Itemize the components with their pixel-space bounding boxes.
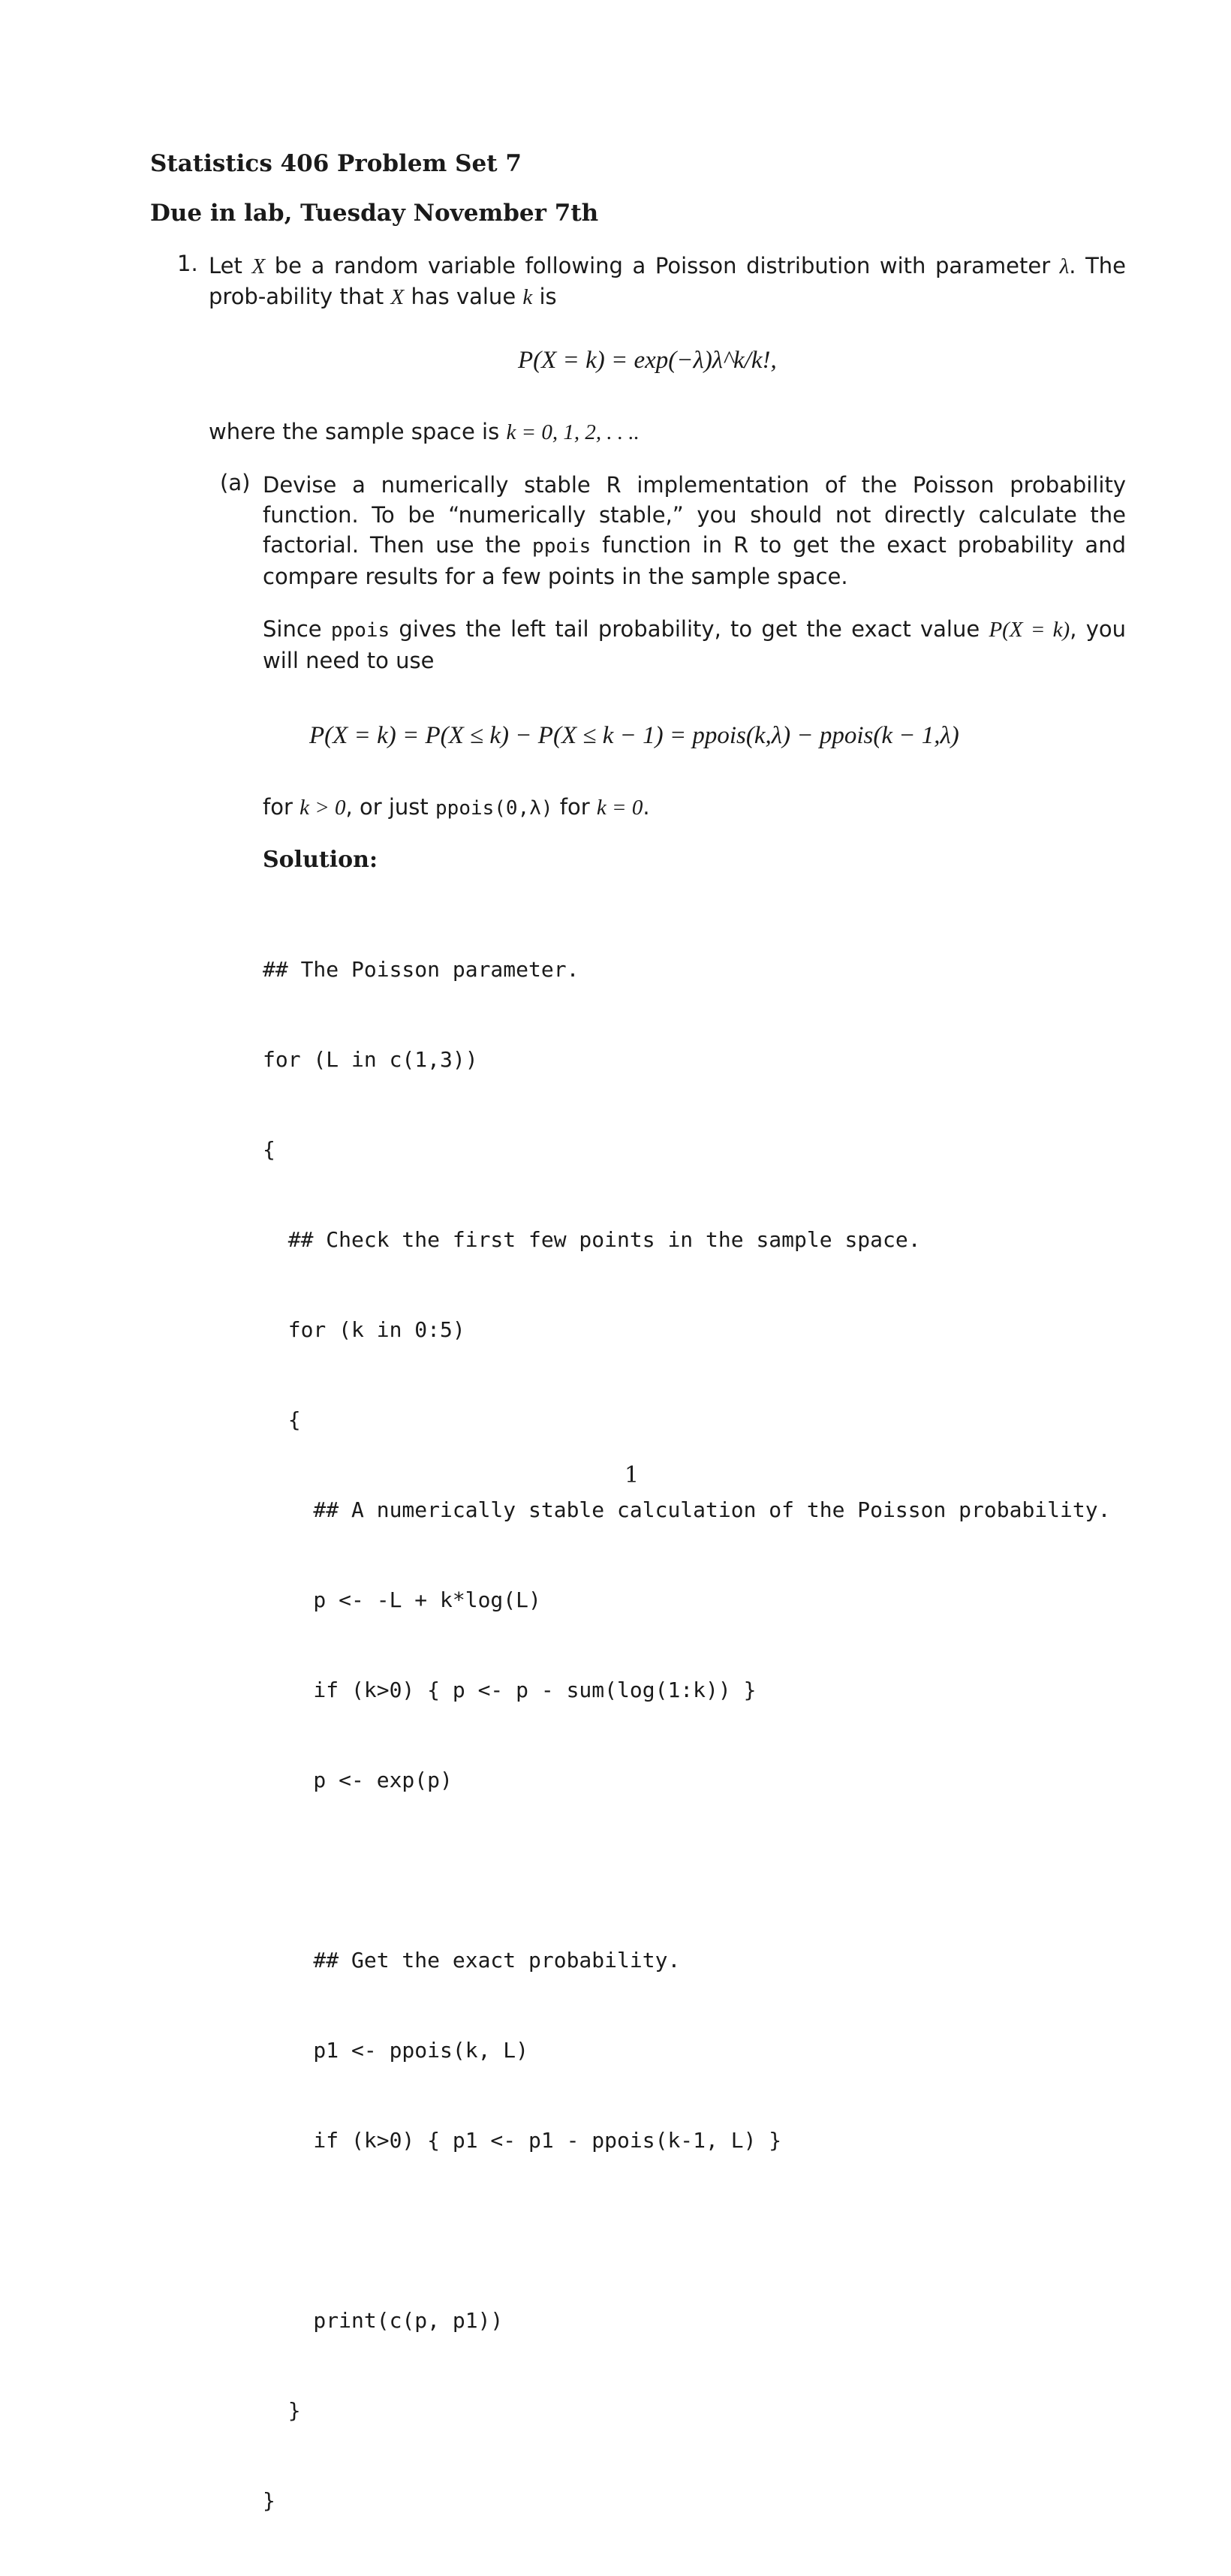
document-title: Statistics 406 Problem Set 7 (150, 150, 522, 177)
problem-1-intro: Let X be a random variable following a Poisson distribution with parameter λ. The prob-ability that X has value k is (209, 253, 1127, 309)
sample-space-sentence: where the sample space is k = 0, 1, 2, . . .. (209, 419, 640, 444)
part-a-label: (a) (220, 470, 251, 495)
code-line: if (k>0) { p <- p - sum(log(1:k)) } (263, 1678, 757, 1702)
poisson-pmf-equation: P(X = k) = exp(−λ)λ^k/k!, (518, 347, 777, 374)
code-line: { (263, 1407, 301, 1432)
code-line: } (263, 2398, 301, 2423)
code-line: { (263, 1137, 275, 1162)
exact-probability-equation: P(X = k) = P(X ≤ k) − P(X ≤ k − 1) = ppois(k,λ) − ppois(k − 1,λ) (309, 722, 959, 749)
code-line: ## A numerically stable calculation of the Poisson probability. (263, 1497, 1111, 1522)
code-line: ## Check the first few points in the sample space. (263, 1227, 921, 1252)
code-line: } (263, 2488, 275, 2513)
code-line: p <- -L + k*log(L) (263, 1587, 541, 1612)
code-line (263, 2216, 1110, 2246)
code-line: for (k in 0:5) (263, 1317, 465, 1342)
code-line: p1 <- ppois(k, L) (263, 2038, 529, 2063)
code-line: if (k>0) { p1 <- p1 - ppois(k-1, L) } (263, 2128, 782, 2153)
code-line: for (L in c(1,3)) (263, 1047, 478, 1072)
part-a-hint: Since ppois gives the left tail probability, to get the exact value P(X = k), you will need to use (263, 616, 1126, 673)
code-line: ## Get the exact probability. (263, 1948, 681, 1973)
code-line (263, 1855, 1110, 1885)
code-line: ## The Poisson parameter. (263, 957, 579, 982)
k-condition-sentence: for k > 0, or just ppois(0,λ) for k = 0. (263, 794, 650, 820)
page-number: 1 (625, 1462, 640, 1488)
problem-number: 1. (177, 251, 198, 276)
due-date-heading: Due in lab, Tuesday November 7th (150, 200, 599, 227)
solution-heading: Solution: (263, 847, 378, 873)
code-line: p <- exp(p) (263, 1768, 453, 1792)
r-code-block (263, 895, 1110, 2576)
code-line: print(c(p, p1)) (263, 2308, 504, 2333)
part-a-text: Devise a numerically stable R implementation of the Poisson probability function. To be “numerically stable,” you should not directly calculate the factorial. Then use the ppois function in R to get the exact probability and compare results for a few points in the sample space. (263, 472, 1126, 589)
